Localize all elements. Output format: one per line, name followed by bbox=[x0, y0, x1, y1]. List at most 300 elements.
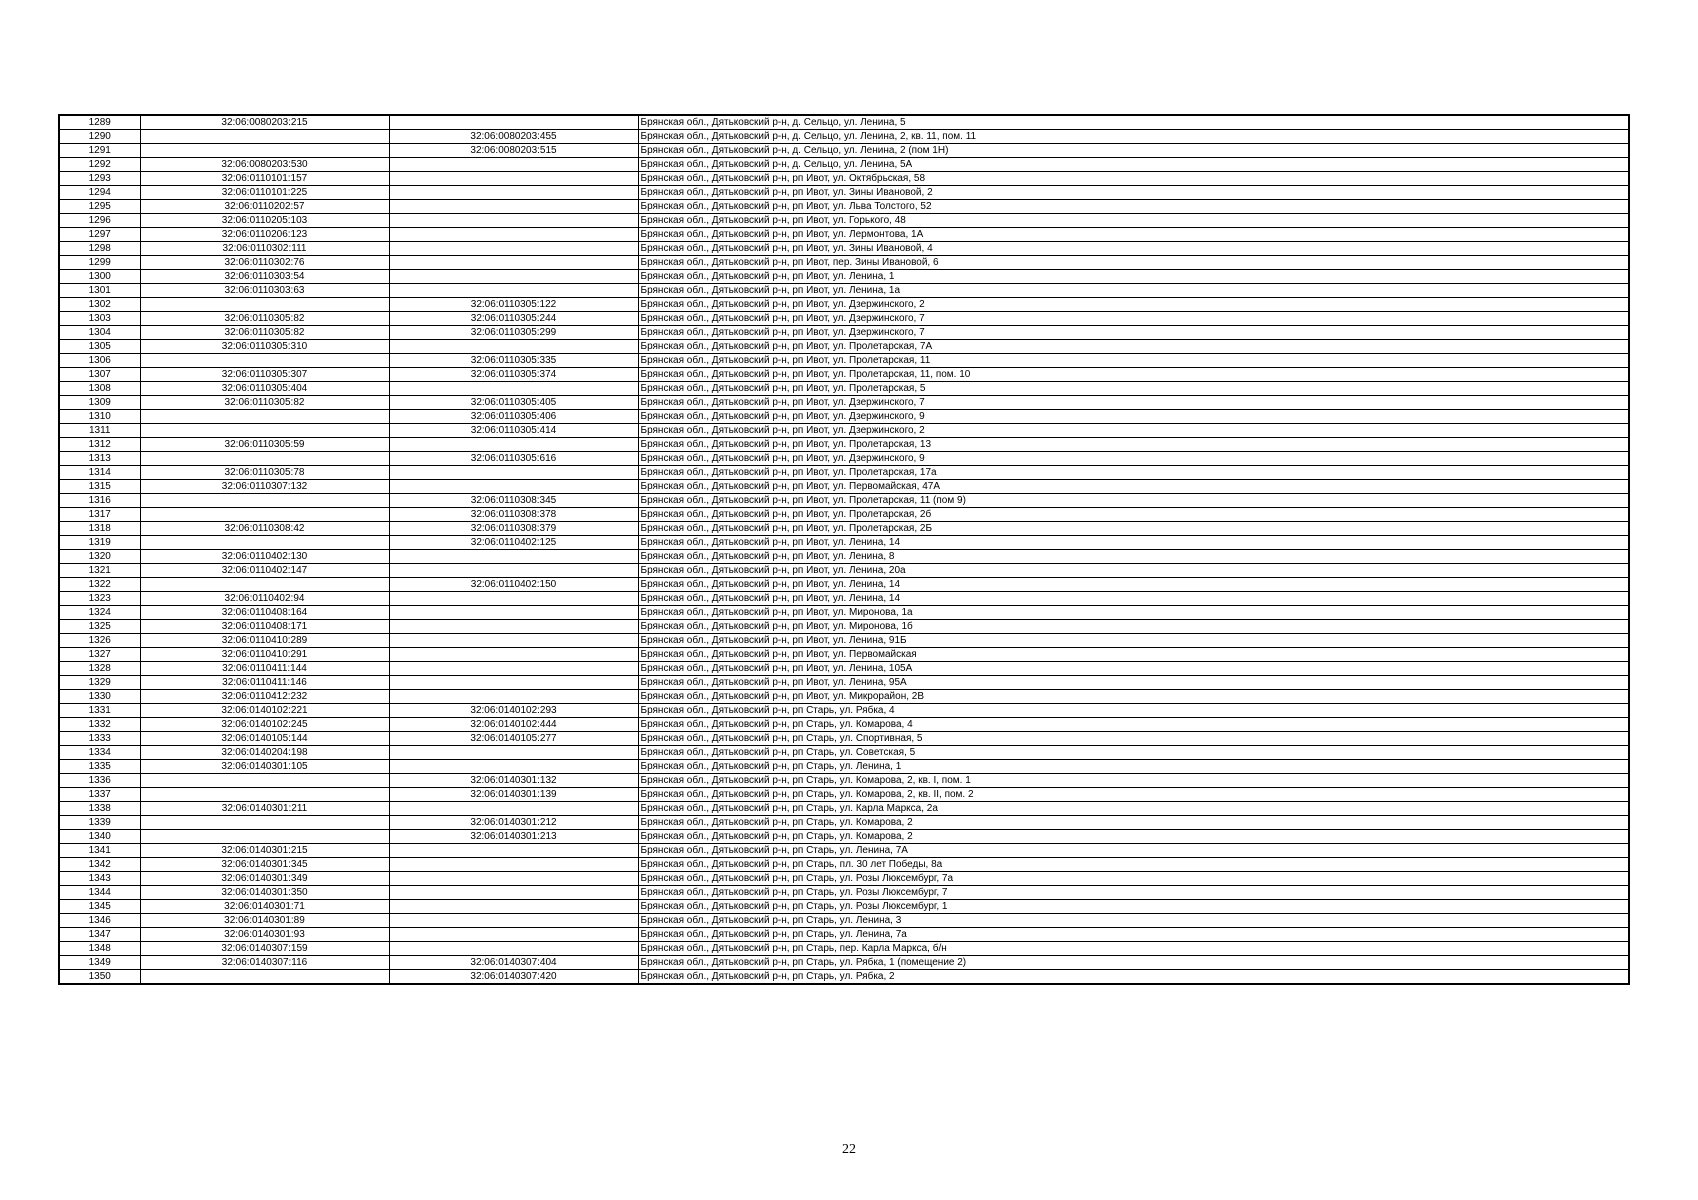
object-cadastral-number-cell bbox=[389, 284, 638, 298]
table-row bbox=[59, 326, 1629, 340]
table-row bbox=[59, 872, 1629, 886]
table-row bbox=[59, 788, 1629, 802]
object-cadastral-number-cell bbox=[389, 914, 638, 928]
object-cadastral-number-cell: 32:06:0110305:616 bbox=[389, 452, 638, 466]
address-cell: Брянская обл., Дятьковский р-н, рп Старь, ул. Рябка, 2 bbox=[638, 970, 1629, 985]
object-cadastral-number-cell: 32:06:0110305:414 bbox=[389, 424, 638, 438]
address-cell: Брянская обл., Дятьковский р-н, рп Старь, пер. Карла Маркса, б/н bbox=[638, 942, 1629, 956]
table-row bbox=[59, 732, 1629, 746]
table-row bbox=[59, 368, 1629, 382]
address-cell: Брянская обл., Дятьковский р-н, рп Ивот, ул. Ленина, 14 bbox=[638, 578, 1629, 592]
table-row bbox=[59, 200, 1629, 214]
table-row bbox=[59, 634, 1629, 648]
row-number-cell: 1296 bbox=[59, 214, 140, 228]
land-cadastral-number-cell: 32:06:0140301:350 bbox=[140, 886, 389, 900]
address-cell: Брянская обл., Дятьковский р-н, рп Старь, ул. Ленина, 7А bbox=[638, 844, 1629, 858]
row-number-cell: 1302 bbox=[59, 298, 140, 312]
address-cell: Брянская обл., Дятьковский р-н, рп Ивот, ул. Горького, 48 bbox=[638, 214, 1629, 228]
table-row bbox=[59, 704, 1629, 718]
row-number-cell: 1344 bbox=[59, 886, 140, 900]
address-cell: Брянская обл., Дятьковский р-н, д. Сельцо, ул. Ленина, 2, кв. 11, пом. 11 bbox=[638, 130, 1629, 144]
address-cell: Брянская обл., Дятьковский р-н, рп Ивот, ул. Ленина, 1а bbox=[638, 284, 1629, 298]
object-cadastral-number-cell bbox=[389, 802, 638, 816]
table-row bbox=[59, 648, 1629, 662]
land-cadastral-number-cell: 32:06:0110205:103 bbox=[140, 214, 389, 228]
land-cadastral-number-cell: 32:06:0140301:349 bbox=[140, 872, 389, 886]
address-cell: Брянская обл., Дятьковский р-н, рп Ивот, ул. Зины Ивановой, 2 bbox=[638, 186, 1629, 200]
address-cell: Брянская обл., Дятьковский р-н, рп Ивот, ул. Пролетарская, 17а bbox=[638, 466, 1629, 480]
object-cadastral-number-cell bbox=[389, 592, 638, 606]
land-cadastral-number-cell: 32:06:0110202:57 bbox=[140, 200, 389, 214]
table-row bbox=[59, 396, 1629, 410]
object-cadastral-number-cell: 32:06:0110305:374 bbox=[389, 368, 638, 382]
land-cadastral-number-cell bbox=[140, 144, 389, 158]
table-row bbox=[59, 760, 1629, 774]
row-number-cell: 1291 bbox=[59, 144, 140, 158]
land-cadastral-number-cell bbox=[140, 354, 389, 368]
address-cell: Брянская обл., Дятьковский р-н, рп Старь, ул. Спортивная, 5 bbox=[638, 732, 1629, 746]
table-row bbox=[59, 494, 1629, 508]
row-number-cell: 1293 bbox=[59, 172, 140, 186]
address-cell: Брянская обл., Дятьковский р-н, рп Старь, ул. Розы Люксембург, 7 bbox=[638, 886, 1629, 900]
land-cadastral-number-cell bbox=[140, 424, 389, 438]
table-row bbox=[59, 830, 1629, 844]
row-number-cell: 1294 bbox=[59, 186, 140, 200]
land-cadastral-number-cell: 32:06:0110305:82 bbox=[140, 326, 389, 340]
row-number-cell: 1336 bbox=[59, 774, 140, 788]
row-number-cell: 1295 bbox=[59, 200, 140, 214]
land-cadastral-number-cell bbox=[140, 774, 389, 788]
row-number-cell: 1332 bbox=[59, 718, 140, 732]
object-cadastral-number-cell: 32:06:0110402:125 bbox=[389, 536, 638, 550]
land-cadastral-number-cell: 32:06:0110408:171 bbox=[140, 620, 389, 634]
object-cadastral-number-cell: 32:06:0110305:406 bbox=[389, 410, 638, 424]
address-cell: Брянская обл., Дятьковский р-н, рп Ивот, ул. Ленина, 105А bbox=[638, 662, 1629, 676]
object-cadastral-number-cell bbox=[389, 228, 638, 242]
land-cadastral-number-cell: 32:06:0110206:123 bbox=[140, 228, 389, 242]
table-row bbox=[59, 662, 1629, 676]
land-cadastral-number-cell: 32:06:0140301:89 bbox=[140, 914, 389, 928]
table-row bbox=[59, 410, 1629, 424]
object-cadastral-number-cell bbox=[389, 676, 638, 690]
land-cadastral-number-cell: 32:06:0140307:116 bbox=[140, 956, 389, 970]
object-cadastral-number-cell: 32:06:0140301:212 bbox=[389, 816, 638, 830]
land-cadastral-number-cell: 32:06:0110305:310 bbox=[140, 340, 389, 354]
table-row bbox=[59, 522, 1629, 536]
table-row bbox=[59, 424, 1629, 438]
row-number-cell: 1322 bbox=[59, 578, 140, 592]
address-cell: Брянская обл., Дятьковский р-н, рп Ивот, ул. Октябрьская, 58 bbox=[638, 172, 1629, 186]
object-cadastral-number-cell bbox=[389, 242, 638, 256]
object-cadastral-number-cell bbox=[389, 172, 638, 186]
row-number-cell: 1309 bbox=[59, 396, 140, 410]
land-cadastral-number-cell: 32:06:0140301:215 bbox=[140, 844, 389, 858]
address-cell: Брянская обл., Дятьковский р-н, рп Ивот, ул. Льва Толстого, 52 bbox=[638, 200, 1629, 214]
address-cell: Брянская обл., Дятьковский р-н, рп Старь, ул. Ленина, 3 bbox=[638, 914, 1629, 928]
object-cadastral-number-cell: 32:06:0080203:455 bbox=[389, 130, 638, 144]
address-cell: Брянская обл., Дятьковский р-н, д. Сельцо, ул. Ленина, 5А bbox=[638, 158, 1629, 172]
object-cadastral-number-cell bbox=[389, 550, 638, 564]
object-cadastral-number-cell bbox=[389, 200, 638, 214]
row-number-cell: 1303 bbox=[59, 312, 140, 326]
address-cell: Брянская обл., Дятьковский р-н, рп Старь, ул. Ленина, 1 bbox=[638, 760, 1629, 774]
land-cadastral-number-cell: 32:06:0140105:144 bbox=[140, 732, 389, 746]
table-row bbox=[59, 606, 1629, 620]
row-number-cell: 1334 bbox=[59, 746, 140, 760]
table-row bbox=[59, 564, 1629, 578]
address-cell: Брянская обл., Дятьковский р-н, рп Старь, ул. Комарова, 2 bbox=[638, 816, 1629, 830]
object-cadastral-number-cell: 32:06:0140307:420 bbox=[389, 970, 638, 985]
row-number-cell: 1306 bbox=[59, 354, 140, 368]
row-number-cell: 1290 bbox=[59, 130, 140, 144]
land-cadastral-number-cell: 32:06:0110402:147 bbox=[140, 564, 389, 578]
table-row bbox=[59, 774, 1629, 788]
row-number-cell: 1319 bbox=[59, 536, 140, 550]
land-cadastral-number-cell: 32:06:0110410:289 bbox=[140, 634, 389, 648]
table-row bbox=[59, 382, 1629, 396]
row-number-cell: 1326 bbox=[59, 634, 140, 648]
row-number-cell: 1307 bbox=[59, 368, 140, 382]
land-cadastral-number-cell: 32:06:0080203:530 bbox=[140, 158, 389, 172]
table-row bbox=[59, 550, 1629, 564]
object-cadastral-number-cell bbox=[389, 844, 638, 858]
row-number-cell: 1346 bbox=[59, 914, 140, 928]
address-cell: Брянская обл., Дятьковский р-н, рп Ивот, ул. Пролетарская, 11 bbox=[638, 354, 1629, 368]
address-cell: Брянская обл., Дятьковский р-н, рп Ивот, ул. Дзержинского, 9 bbox=[638, 452, 1629, 466]
row-number-cell: 1350 bbox=[59, 970, 140, 985]
row-number-cell: 1314 bbox=[59, 466, 140, 480]
address-cell: Брянская обл., Дятьковский р-н, рп Старь, ул. Ленина, 7а bbox=[638, 928, 1629, 942]
land-cadastral-number-cell: 32:06:0140301:93 bbox=[140, 928, 389, 942]
row-number-cell: 1348 bbox=[59, 942, 140, 956]
object-cadastral-number-cell bbox=[389, 872, 638, 886]
object-cadastral-number-cell: 32:06:0140307:404 bbox=[389, 956, 638, 970]
address-cell: Брянская обл., Дятьковский р-н, рп Ивот, ул. Дзержинского, 7 bbox=[638, 326, 1629, 340]
table-row bbox=[59, 214, 1629, 228]
land-cadastral-number-cell bbox=[140, 508, 389, 522]
registry-table-body bbox=[59, 115, 1629, 984]
table-row bbox=[59, 886, 1629, 900]
table-row bbox=[59, 746, 1629, 760]
table-row bbox=[59, 115, 1629, 130]
address-cell: Брянская обл., Дятьковский р-н, рп Ивот, ул. Миронова, 1б bbox=[638, 620, 1629, 634]
address-cell: Брянская обл., Дятьковский р-н, рп Ивот, ул. Ленина, 1 bbox=[638, 270, 1629, 284]
object-cadastral-number-cell bbox=[389, 480, 638, 494]
object-cadastral-number-cell bbox=[389, 942, 638, 956]
object-cadastral-number-cell: 32:06:0110305:299 bbox=[389, 326, 638, 340]
address-cell: Брянская обл., Дятьковский р-н, д. Сельцо, ул. Ленина, 2 (пом 1Н) bbox=[638, 144, 1629, 158]
row-number-cell: 1308 bbox=[59, 382, 140, 396]
table-row bbox=[59, 900, 1629, 914]
object-cadastral-number-cell: 32:06:0110402:150 bbox=[389, 578, 638, 592]
row-number-cell: 1313 bbox=[59, 452, 140, 466]
object-cadastral-number-cell bbox=[389, 662, 638, 676]
land-cadastral-number-cell: 32:06:0110411:144 bbox=[140, 662, 389, 676]
row-number-cell: 1289 bbox=[59, 115, 140, 130]
object-cadastral-number-cell bbox=[389, 438, 638, 452]
table-row bbox=[59, 298, 1629, 312]
address-cell: Брянская обл., Дятьковский р-н, рп Ивот, ул. Ленина, 95А bbox=[638, 676, 1629, 690]
address-cell: Брянская обл., Дятьковский р-н, рп Ивот, ул. Ленина, 8 bbox=[638, 550, 1629, 564]
table-row bbox=[59, 480, 1629, 494]
address-cell: Брянская обл., Дятьковский р-н, рп Ивот, ул. Пролетарская, 7А bbox=[638, 340, 1629, 354]
table-row bbox=[59, 144, 1629, 158]
row-number-cell: 1347 bbox=[59, 928, 140, 942]
row-number-cell: 1328 bbox=[59, 662, 140, 676]
land-cadastral-number-cell: 32:06:0140307:159 bbox=[140, 942, 389, 956]
land-cadastral-number-cell bbox=[140, 578, 389, 592]
table-row bbox=[59, 802, 1629, 816]
address-cell: Брянская обл., Дятьковский р-н, рп Старь, ул. Розы Люксембург, 7а bbox=[638, 872, 1629, 886]
address-cell: Брянская обл., Дятьковский р-н, рп Ивот, ул. Пролетарская, 13 bbox=[638, 438, 1629, 452]
row-number-cell: 1299 bbox=[59, 256, 140, 270]
object-cadastral-number-cell: 32:06:0140301:139 bbox=[389, 788, 638, 802]
row-number-cell: 1325 bbox=[59, 620, 140, 634]
row-number-cell: 1345 bbox=[59, 900, 140, 914]
table-row bbox=[59, 242, 1629, 256]
object-cadastral-number-cell bbox=[389, 186, 638, 200]
object-cadastral-number-cell bbox=[389, 115, 638, 130]
object-cadastral-number-cell bbox=[389, 746, 638, 760]
object-cadastral-number-cell bbox=[389, 340, 638, 354]
object-cadastral-number-cell bbox=[389, 256, 638, 270]
object-cadastral-number-cell bbox=[389, 270, 638, 284]
table-row bbox=[59, 284, 1629, 298]
address-cell: Брянская обл., Дятьковский р-н, рп Старь, ул. Комарова, 4 bbox=[638, 718, 1629, 732]
address-cell: Брянская обл., Дятьковский р-н, рп Ивот, ул. Пролетарская, 2б bbox=[638, 508, 1629, 522]
table-row bbox=[59, 158, 1629, 172]
address-cell: Брянская обл., Дятьковский р-н, рп Ивот, ул. Пролетарская, 5 bbox=[638, 382, 1629, 396]
table-row bbox=[59, 914, 1629, 928]
table-row bbox=[59, 970, 1629, 985]
table-row bbox=[59, 690, 1629, 704]
object-cadastral-number-cell: 32:06:0110305:405 bbox=[389, 396, 638, 410]
table-row bbox=[59, 592, 1629, 606]
land-cadastral-number-cell: 32:06:0140102:221 bbox=[140, 704, 389, 718]
land-cadastral-number-cell: 32:06:0110402:94 bbox=[140, 592, 389, 606]
address-cell: Брянская обл., Дятьковский р-н, рп Старь, ул. Рябка, 1 (помещение 2) bbox=[638, 956, 1629, 970]
row-number-cell: 1311 bbox=[59, 424, 140, 438]
land-cadastral-number-cell bbox=[140, 298, 389, 312]
object-cadastral-number-cell bbox=[389, 634, 638, 648]
land-cadastral-number-cell bbox=[140, 130, 389, 144]
object-cadastral-number-cell: 32:06:0110308:379 bbox=[389, 522, 638, 536]
object-cadastral-number-cell bbox=[389, 382, 638, 396]
table-row bbox=[59, 844, 1629, 858]
address-cell: Брянская обл., Дятьковский р-н, рп Ивот, ул. Ленина, 14 bbox=[638, 536, 1629, 550]
object-cadastral-number-cell bbox=[389, 158, 638, 172]
table-row bbox=[59, 858, 1629, 872]
row-number-cell: 1298 bbox=[59, 242, 140, 256]
land-cadastral-number-cell: 32:06:0110302:76 bbox=[140, 256, 389, 270]
row-number-cell: 1337 bbox=[59, 788, 140, 802]
land-cadastral-number-cell: 32:06:0110411:146 bbox=[140, 676, 389, 690]
land-cadastral-number-cell: 32:06:0110101:157 bbox=[140, 172, 389, 186]
land-cadastral-number-cell: 32:06:0110412:232 bbox=[140, 690, 389, 704]
table-row bbox=[59, 466, 1629, 480]
land-cadastral-number-cell: 32:06:0110302:111 bbox=[140, 242, 389, 256]
table-row bbox=[59, 438, 1629, 452]
table-row bbox=[59, 172, 1629, 186]
row-number-cell: 1329 bbox=[59, 676, 140, 690]
row-number-cell: 1343 bbox=[59, 872, 140, 886]
row-number-cell: 1317 bbox=[59, 508, 140, 522]
address-cell: Брянская обл., Дятьковский р-н, рп Старь, пл. 30 лет Победы, 8а bbox=[638, 858, 1629, 872]
object-cadastral-number-cell bbox=[389, 620, 638, 634]
row-number-cell: 1316 bbox=[59, 494, 140, 508]
row-number-cell: 1310 bbox=[59, 410, 140, 424]
object-cadastral-number-cell: 32:06:0110308:345 bbox=[389, 494, 638, 508]
address-cell: Брянская обл., Дятьковский р-н, рп Старь, ул. Советская, 5 bbox=[638, 746, 1629, 760]
row-number-cell: 1321 bbox=[59, 564, 140, 578]
row-number-cell: 1297 bbox=[59, 228, 140, 242]
object-cadastral-number-cell bbox=[389, 690, 638, 704]
row-number-cell: 1323 bbox=[59, 592, 140, 606]
object-cadastral-number-cell bbox=[389, 886, 638, 900]
row-number-cell: 1330 bbox=[59, 690, 140, 704]
address-cell: Брянская обл., Дятьковский р-н, д. Сельцо, ул. Ленина, 5 bbox=[638, 115, 1629, 130]
address-cell: Брянская обл., Дятьковский р-н, рп Старь, ул. Комарова, 2, кв. I, пом. 1 bbox=[638, 774, 1629, 788]
address-cell: Брянская обл., Дятьковский р-н, рп Ивот, ул. Ленина, 91Б bbox=[638, 634, 1629, 648]
object-cadastral-number-cell: 32:06:0140105:277 bbox=[389, 732, 638, 746]
land-cadastral-number-cell: 32:06:0140301:71 bbox=[140, 900, 389, 914]
row-number-cell: 1338 bbox=[59, 802, 140, 816]
object-cadastral-number-cell: 32:06:0140301:213 bbox=[389, 830, 638, 844]
object-cadastral-number-cell bbox=[389, 900, 638, 914]
land-cadastral-number-cell: 32:06:0110305:404 bbox=[140, 382, 389, 396]
land-cadastral-number-cell: 32:06:0110305:82 bbox=[140, 312, 389, 326]
object-cadastral-number-cell: 32:06:0080203:515 bbox=[389, 144, 638, 158]
address-cell: Брянская обл., Дятьковский р-н, рп Ивот, ул. Дзержинского, 7 bbox=[638, 396, 1629, 410]
land-cadastral-number-cell: 32:06:0140301:105 bbox=[140, 760, 389, 774]
land-cadastral-number-cell: 32:06:0110305:78 bbox=[140, 466, 389, 480]
land-cadastral-number-cell: 32:06:0140102:245 bbox=[140, 718, 389, 732]
row-number-cell: 1349 bbox=[59, 956, 140, 970]
object-cadastral-number-cell bbox=[389, 648, 638, 662]
land-cadastral-number-cell bbox=[140, 830, 389, 844]
address-cell: Брянская обл., Дятьковский р-н, рп Ивот, ул. Пролетарская, 2Б bbox=[638, 522, 1629, 536]
land-cadastral-number-cell: 32:06:0110308:42 bbox=[140, 522, 389, 536]
land-cadastral-number-cell: 32:06:0110303:54 bbox=[140, 270, 389, 284]
land-cadastral-number-cell: 32:06:0140301:211 bbox=[140, 802, 389, 816]
row-number-cell: 1305 bbox=[59, 340, 140, 354]
row-number-cell: 1301 bbox=[59, 284, 140, 298]
table-row bbox=[59, 256, 1629, 270]
address-cell: Брянская обл., Дятьковский р-н, рп Ивот, ул. Лермонтова, 1А bbox=[638, 228, 1629, 242]
row-number-cell: 1339 bbox=[59, 816, 140, 830]
land-cadastral-number-cell bbox=[140, 788, 389, 802]
object-cadastral-number-cell: 32:06:0110305:122 bbox=[389, 298, 638, 312]
land-cadastral-number-cell bbox=[140, 536, 389, 550]
registry-table bbox=[58, 114, 1630, 985]
table-row bbox=[59, 452, 1629, 466]
address-cell: Брянская обл., Дятьковский р-н, рп Ивот, пер. Зины Ивановой, 6 bbox=[638, 256, 1629, 270]
row-number-cell: 1292 bbox=[59, 158, 140, 172]
object-cadastral-number-cell: 32:06:0110308:378 bbox=[389, 508, 638, 522]
table-row bbox=[59, 676, 1629, 690]
row-number-cell: 1333 bbox=[59, 732, 140, 746]
table-row bbox=[59, 228, 1629, 242]
address-cell: Брянская обл., Дятьковский р-н, рп Старь, ул. Карла Маркса, 2а bbox=[638, 802, 1629, 816]
table-row bbox=[59, 956, 1629, 970]
land-cadastral-number-cell: 32:06:0110305:82 bbox=[140, 396, 389, 410]
address-cell: Брянская обл., Дятьковский р-н, рп Ивот, ул. Дзержинского, 9 bbox=[638, 410, 1629, 424]
table-row bbox=[59, 130, 1629, 144]
object-cadastral-number-cell bbox=[389, 466, 638, 480]
land-cadastral-number-cell bbox=[140, 970, 389, 985]
land-cadastral-number-cell: 32:06:0110101:225 bbox=[140, 186, 389, 200]
table-row bbox=[59, 340, 1629, 354]
table-row bbox=[59, 536, 1629, 550]
table-row bbox=[59, 718, 1629, 732]
land-cadastral-number-cell: 32:06:0110303:63 bbox=[140, 284, 389, 298]
object-cadastral-number-cell: 32:06:0140301:132 bbox=[389, 774, 638, 788]
table-row bbox=[59, 620, 1629, 634]
row-number-cell: 1312 bbox=[59, 438, 140, 452]
land-cadastral-number-cell: 32:06:0110305:307 bbox=[140, 368, 389, 382]
table-row bbox=[59, 312, 1629, 326]
row-number-cell: 1335 bbox=[59, 760, 140, 774]
address-cell: Брянская обл., Дятьковский р-н, рп Ивот, ул. Дзержинского, 2 bbox=[638, 298, 1629, 312]
land-cadastral-number-cell: 32:06:0110307:132 bbox=[140, 480, 389, 494]
address-cell: Брянская обл., Дятьковский р-н, рп Ивот, ул. Пролетарская, 11, пом. 10 bbox=[638, 368, 1629, 382]
address-cell: Брянская обл., Дятьковский р-н, рп Старь, ул. Комарова, 2 bbox=[638, 830, 1629, 844]
table-row bbox=[59, 816, 1629, 830]
object-cadastral-number-cell bbox=[389, 564, 638, 578]
address-cell: Брянская обл., Дятьковский р-н, рп Ивот, ул. Ленина, 20а bbox=[638, 564, 1629, 578]
address-cell: Брянская обл., Дятьковский р-н, рп Ивот, ул. Ленина, 14 bbox=[638, 592, 1629, 606]
row-number-cell: 1315 bbox=[59, 480, 140, 494]
address-cell: Брянская обл., Дятьковский р-н, рп Ивот, ул. Первомайская, 47А bbox=[638, 480, 1629, 494]
address-cell: Брянская обл., Дятьковский р-н, рп Старь, ул. Розы Люксембург, 1 bbox=[638, 900, 1629, 914]
table-row bbox=[59, 270, 1629, 284]
object-cadastral-number-cell: 32:06:0110305:335 bbox=[389, 354, 638, 368]
row-number-cell: 1342 bbox=[59, 858, 140, 872]
row-number-cell: 1300 bbox=[59, 270, 140, 284]
row-number-cell: 1340 bbox=[59, 830, 140, 844]
land-cadastral-number-cell: 32:06:0110305:59 bbox=[140, 438, 389, 452]
address-cell: Брянская обл., Дятьковский р-н, рп Ивот, ул. Дзержинского, 2 bbox=[638, 424, 1629, 438]
object-cadastral-number-cell bbox=[389, 858, 638, 872]
table-row bbox=[59, 928, 1629, 942]
address-cell: Брянская обл., Дятьковский р-н, рп Ивот, ул. Первомайская bbox=[638, 648, 1629, 662]
table-row bbox=[59, 354, 1629, 368]
object-cadastral-number-cell: 32:06:0140102:293 bbox=[389, 704, 638, 718]
address-cell: Брянская обл., Дятьковский р-н, рп Ивот, ул. Пролетарская, 11 (пом 9) bbox=[638, 494, 1629, 508]
land-cadastral-number-cell bbox=[140, 452, 389, 466]
object-cadastral-number-cell bbox=[389, 606, 638, 620]
row-number-cell: 1324 bbox=[59, 606, 140, 620]
land-cadastral-number-cell: 32:06:0110410:291 bbox=[140, 648, 389, 662]
row-number-cell: 1341 bbox=[59, 844, 140, 858]
land-cadastral-number-cell: 32:06:0140301:345 bbox=[140, 858, 389, 872]
row-number-cell: 1320 bbox=[59, 550, 140, 564]
land-cadastral-number-cell: 32:06:0140204:198 bbox=[140, 746, 389, 760]
address-cell: Брянская обл., Дятьковский р-н, рп Ивот, ул. Миронова, 1а bbox=[638, 606, 1629, 620]
address-cell: Брянская обл., Дятьковский р-н, рп Старь, ул. Рябка, 4 bbox=[638, 704, 1629, 718]
table-row bbox=[59, 186, 1629, 200]
row-number-cell: 1318 bbox=[59, 522, 140, 536]
address-cell: Брянская обл., Дятьковский р-н, рп Ивот, ул. Дзержинского, 7 bbox=[638, 312, 1629, 326]
object-cadastral-number-cell bbox=[389, 214, 638, 228]
row-number-cell: 1304 bbox=[59, 326, 140, 340]
page-number: 22 bbox=[842, 1142, 856, 1157]
row-number-cell: 1327 bbox=[59, 648, 140, 662]
row-number-cell: 1331 bbox=[59, 704, 140, 718]
table-row bbox=[59, 578, 1629, 592]
table-row bbox=[59, 508, 1629, 522]
address-cell: Брянская обл., Дятьковский р-н, рп Старь, ул. Комарова, 2, кв. II, пом. 2 bbox=[638, 788, 1629, 802]
